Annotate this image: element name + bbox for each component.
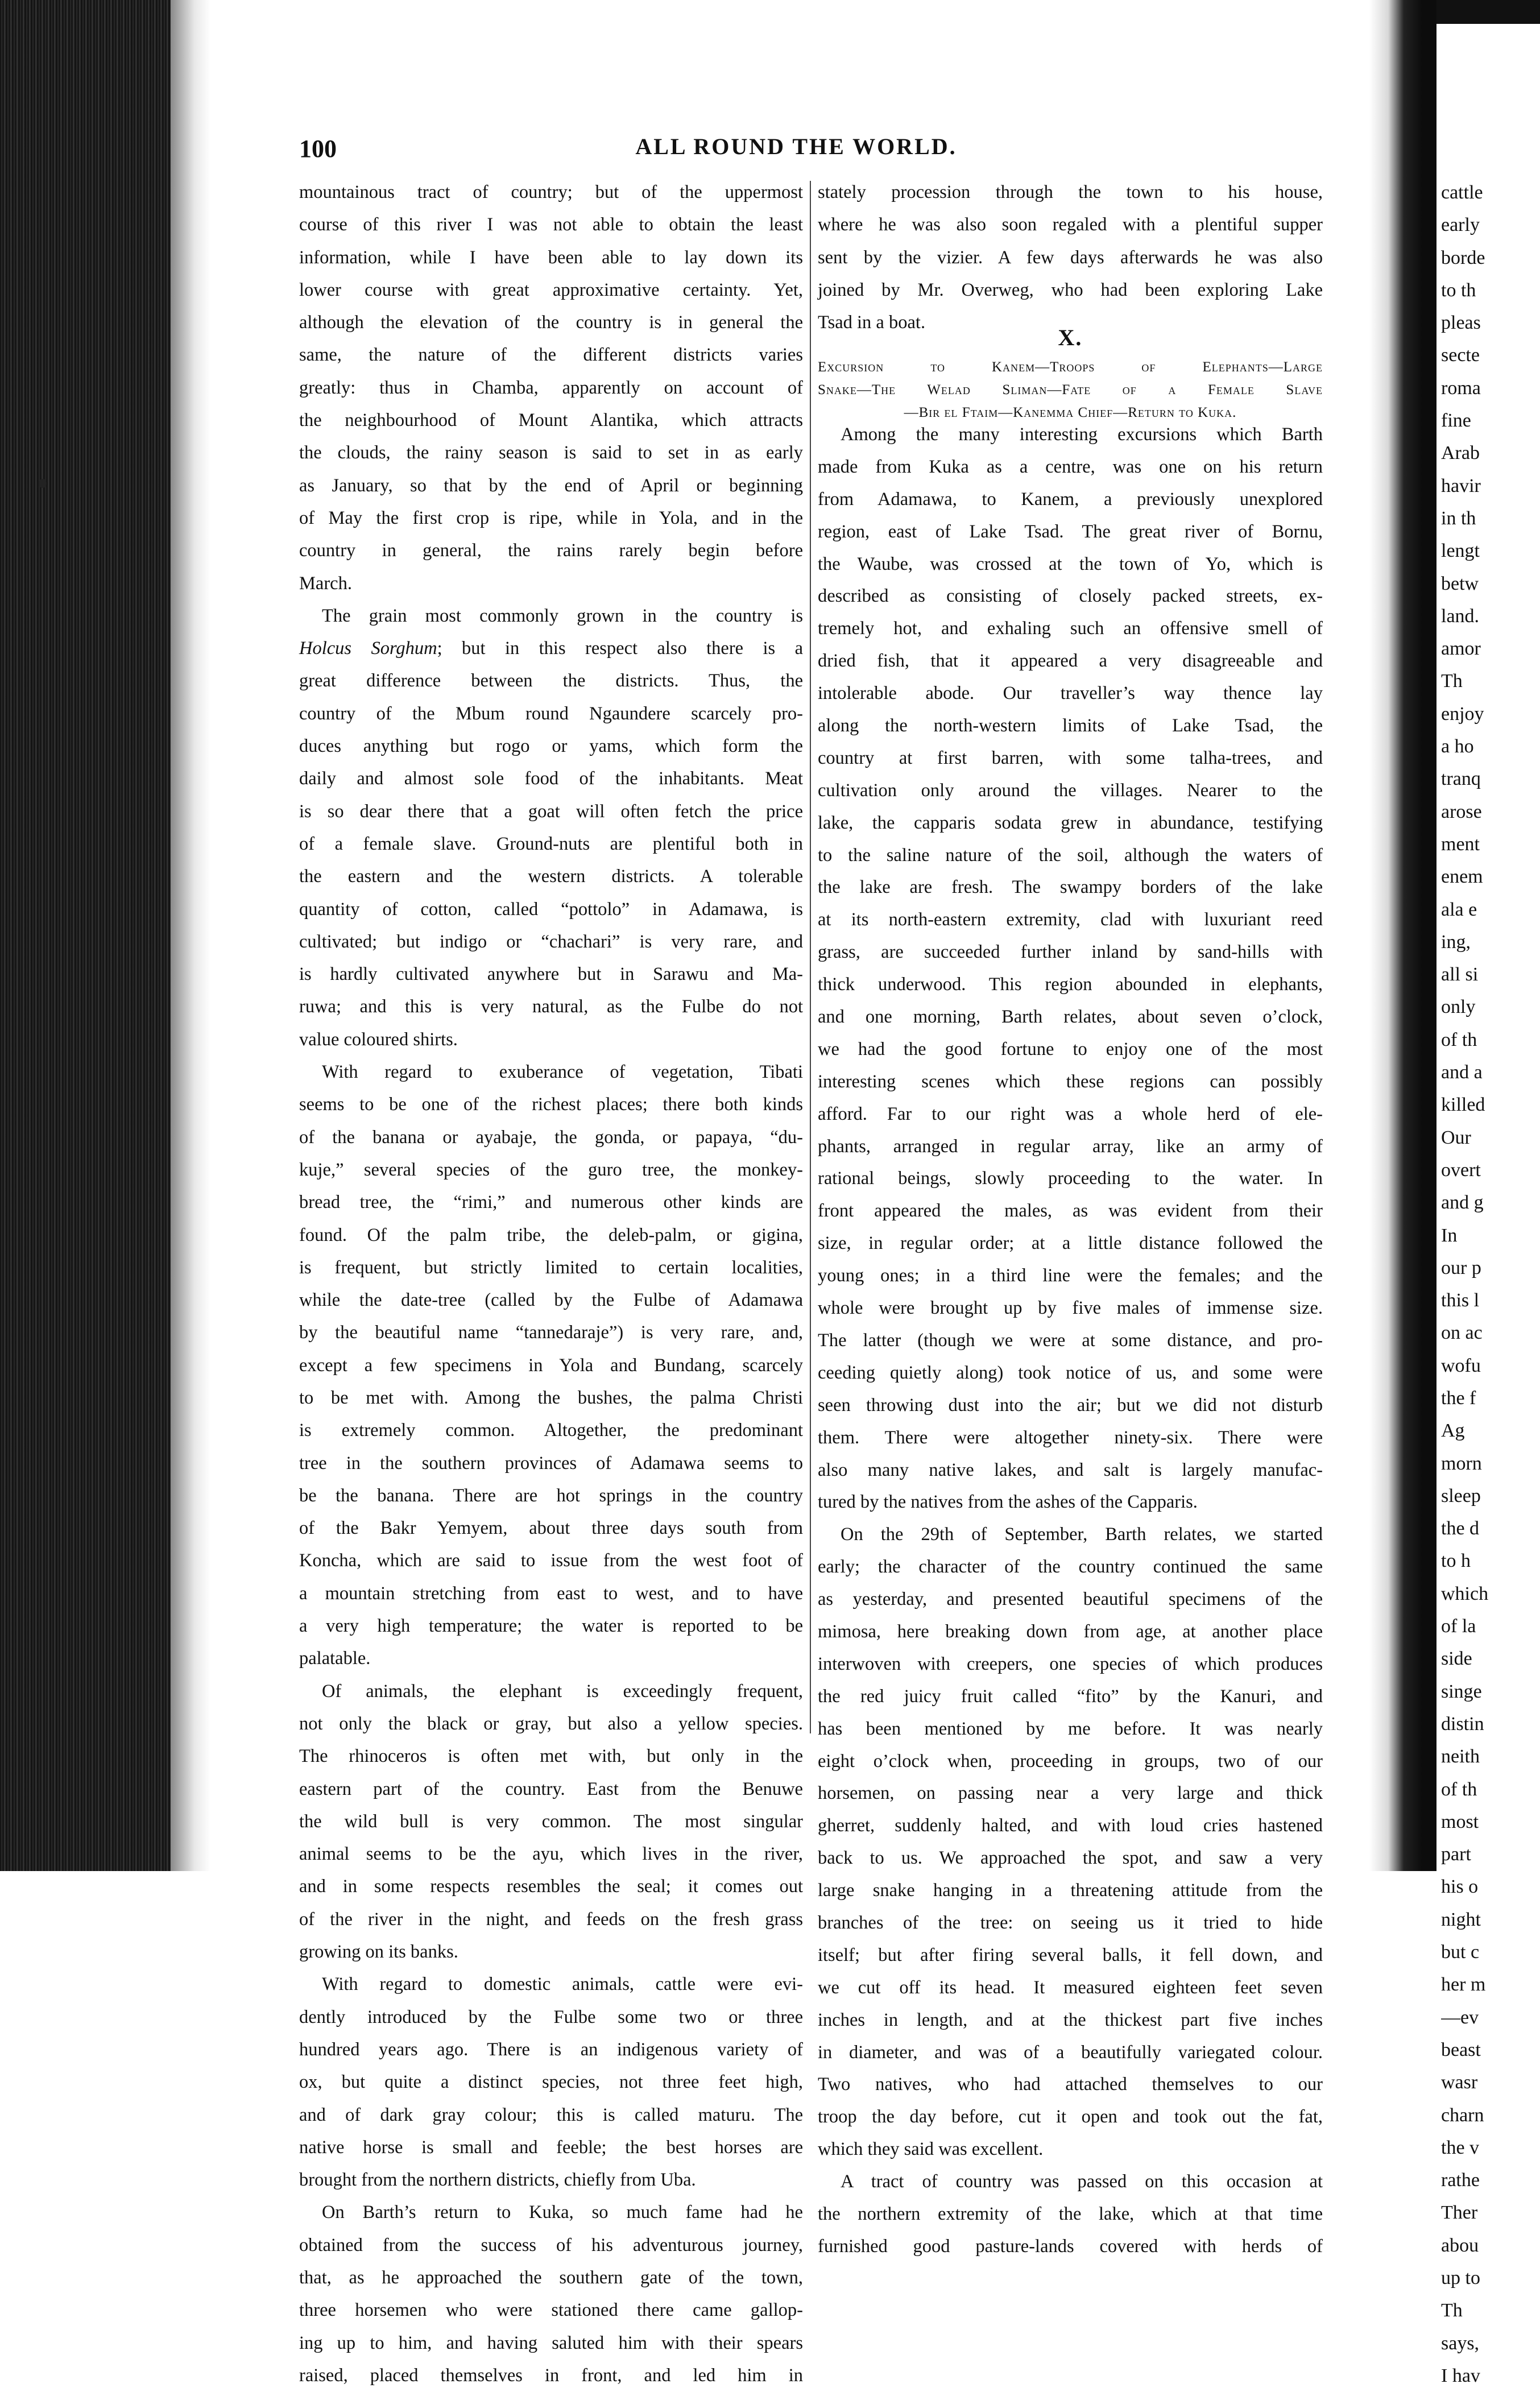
facing-page-fragment: night: [1441, 1909, 1481, 1930]
text-line: stately procession through the town to his house,: [818, 182, 1323, 202]
facing-page-fragment: I hav: [1441, 2365, 1480, 2386]
text-line: except a few specimens in Yola and Bundang, scarcely: [299, 1355, 803, 1376]
text-line: early; the character of the country continued the same: [818, 1557, 1323, 1578]
facing-page-fragment: early: [1441, 214, 1480, 236]
text-line: troop the day before, cut it open and took out the fat,: [818, 2107, 1323, 2128]
text-line: cultivated; but indigo or “chachari” is very rare, and: [299, 931, 803, 952]
text-line: With regard to domestic animals, cattle were evi-: [322, 1974, 803, 1995]
text-line: branches of the tree: on seeing us it tried to hide: [818, 1912, 1323, 1933]
text-line: region, east of Lake Tsad. The great river of Bornu,: [818, 521, 1323, 542]
section-heading-line: —Bir el Ftaim—Kanemma Chief—Return to Kuka.: [904, 405, 1237, 420]
left-column: [299, 176, 803, 2392]
text-line: of the Bakr Yemyem, about three days south from: [299, 1518, 803, 1539]
facing-page-fragment: tranq: [1441, 768, 1481, 790]
section-heading-line: Snake—The Welad Sliman—Fate of a Female Slave: [818, 382, 1323, 398]
facing-page-fragment: on ac: [1441, 1322, 1483, 1344]
text-line: ruwa; and this is very natural, as the Fulbe do not: [299, 996, 803, 1017]
facing-page-fragment: all si: [1441, 964, 1479, 986]
text-line: kuje,” several species of the guro tree, the monkey-: [299, 1159, 803, 1180]
text-line: while the date-tree (called by the Fulbe of Adamawa: [299, 1290, 803, 1311]
facing-page-fragment: of th: [1441, 1029, 1477, 1050]
text-line: rational beings, slowly proceeding to the water. In: [818, 1168, 1323, 1189]
facing-page-fragment: most: [1441, 1811, 1479, 1832]
text-line: back to us. We approached the spot, and saw a very: [818, 1848, 1323, 1869]
facing-page-fragment: abou: [1441, 2234, 1479, 2256]
text-line: although the elevation of the country is in general the: [299, 312, 803, 333]
facing-page-fragment: ing,: [1441, 931, 1471, 953]
facing-page-fragment: betw: [1441, 573, 1479, 594]
facing-page-fragment: borde: [1441, 247, 1485, 268]
facing-page-fragment: Th: [1441, 2300, 1463, 2321]
text-line: and one morning, Barth relates, about seven o’clock,: [818, 1007, 1323, 1028]
page-number: 100: [299, 135, 337, 163]
text-line: obtained from the success of his adventurous journey,: [299, 2234, 803, 2256]
facing-page-fragment: neith: [1441, 1746, 1480, 1768]
text-line: On Barth’s return to Kuka, so much fame had he: [322, 2202, 803, 2223]
text-line: greatly: thus in Chamba, apparently on account of: [299, 377, 803, 398]
text-line: horsemen, on passing near a very large and thick: [818, 1783, 1323, 1804]
text-line: eight o’clock when, proceeding in groups, two of our: [818, 1750, 1323, 1772]
text-line: Holcus Sorghum; but in this respect also there is a: [299, 638, 803, 659]
text-line: seems to be one of the richest places; there both kinds: [299, 1094, 803, 1115]
facing-page-fragment: Arab: [1441, 442, 1480, 464]
text-line: to be met with. Among the bushes, the palma Christi: [299, 1387, 803, 1408]
text-line: ing up to him, and having saluted him with their spears: [299, 2332, 803, 2353]
facing-page-fragment: killed: [1441, 1094, 1485, 1116]
text-line: hundred years ago. There is an indigenous variety of: [299, 2039, 803, 2060]
text-line: them. There were altogether ninety-six. There were: [818, 1427, 1323, 1448]
text-line: of the banana or ayabaje, the gonda, or papaya, “du-: [299, 1127, 803, 1148]
text-line: is frequent, but strictly limited to certain localities,: [299, 1257, 803, 1278]
text-line: found. Of the palm tribe, the deleb-palm, or gigina,: [299, 1224, 803, 1245]
facing-page-fragment: pleas: [1441, 312, 1481, 334]
section-heading: [818, 356, 1323, 424]
text-line: the neighbourhood of Mount Alantika, which attracts: [299, 410, 803, 431]
facing-page-fragment: lengt: [1441, 540, 1480, 562]
text-line: is extremely common. Altogether, the predominant: [299, 1420, 803, 1441]
text-line: ox, but quite a distinct species, not three feet high,: [299, 2072, 803, 2093]
facing-page-fragments: [1441, 176, 1540, 2392]
text-line: mimosa, here breaking down from age, at another place: [818, 1621, 1323, 1642]
text-line: Tsad in a boat.: [818, 312, 926, 333]
text-line: tremely hot, and exhaling such an offensive smell of: [818, 618, 1323, 639]
text-line: as yesterday, and presented beautiful specimens of the: [818, 1589, 1323, 1610]
text-line: duces anything but rogo or yams, which form the: [299, 736, 803, 757]
text-line: animal seems to be the ayu, which lives in the river,: [299, 1844, 803, 1865]
text-line: where he was also soon regaled with a plentiful supper: [818, 214, 1323, 235]
text-line: raised, placed themselves in front, and led him in: [299, 2365, 803, 2386]
text-line: gherret, suddenly halted, and with loud cries hastened: [818, 1815, 1323, 1836]
facing-page-fragment: In: [1441, 1224, 1458, 1246]
text-line: the eastern and the western districts. A tolerable: [299, 866, 803, 887]
text-line: in diameter, and was of a beautifully variegated colour.: [818, 2042, 1323, 2063]
text-line: young ones; in a third line were the females; and the: [818, 1265, 1323, 1286]
text-line: not only the black or gray, but also a yellow species.: [299, 1713, 803, 1734]
text-line: has been mentioned by me before. It was nearly: [818, 1718, 1323, 1739]
text-line: information, while I have been able to lay down its: [299, 247, 803, 268]
section-number: X.: [1058, 325, 1083, 350]
text-line: With regard to exuberance of vegetation, Tibati: [322, 1062, 803, 1083]
facing-page-fragment: but c: [1441, 1942, 1480, 1963]
facing-page-fragment: the v: [1441, 2137, 1480, 2158]
text-line: value coloured shirts.: [299, 1029, 458, 1050]
text-line: of May the first crop is ripe, while in Yola, and in the: [299, 507, 803, 528]
text-line: growing on its banks.: [299, 1942, 458, 1963]
text-line: and in some respects resembles the seal; it comes out: [299, 1876, 803, 1897]
text-line: size, in regular order; at a little distance followed the: [818, 1233, 1323, 1254]
facing-page-fragment: wasr: [1441, 2072, 1478, 2093]
book-spine-edge: [0, 0, 171, 1871]
text-line: bread tree, the “rimi,” and numerous other kinds are: [299, 1192, 803, 1213]
text-line: seen throwing dust into the air; but we did not disturb: [818, 1394, 1323, 1416]
text-line: by the beautiful name “tannedaraje”) is very rare, and,: [299, 1322, 803, 1343]
text-line: also many native lakes, and salt is largely manufac-: [818, 1459, 1323, 1480]
text-line: described as consisting of closely packed streets, ex-: [818, 586, 1323, 607]
facing-page-fragment: beast: [1441, 2039, 1481, 2060]
text-line: the red juicy fruit called “fito” by the Kanuri, and: [818, 1686, 1323, 1707]
facing-page-fragment: enjoy: [1441, 703, 1484, 725]
facing-page-fragment: Ther: [1441, 2202, 1478, 2224]
scan-speck: [39, 479, 47, 488]
column-rule: [810, 181, 811, 1733]
text-line: country of the Mbum round Ngaundere scarcely pro-: [299, 703, 803, 724]
facing-page-fragment: of la: [1441, 1616, 1476, 1637]
text-line: whole were brought up by five males of immense size.: [818, 1298, 1323, 1319]
text-line: of a female slave. Ground-nuts are plentiful both in: [299, 833, 803, 854]
running-head: ALL ROUND THE WORLD.: [635, 134, 957, 159]
text-line: as January, so that by the end of April or beginning: [299, 475, 803, 496]
facing-page-fragment: the f: [1441, 1387, 1476, 1409]
facing-page-fragment: morn: [1441, 1452, 1482, 1474]
text-line: dried fish, that it appeared a very disagreeable and: [818, 651, 1323, 672]
text-line: country in general, the rains rarely begin before: [299, 540, 803, 561]
text-line: joined by Mr. Overweg, who had been exploring Lake: [818, 279, 1323, 300]
text-line: a very high temperature; the water is reported to be: [299, 1616, 803, 1637]
text-line: to the saline nature of the soil, although the waters of: [818, 845, 1323, 866]
facing-page-fragment: side: [1441, 1648, 1472, 1670]
facing-page-fragment: up to: [1441, 2267, 1480, 2288]
text-line: thick underwood. This region abounded in elephants,: [818, 974, 1323, 995]
page-shadow: [171, 0, 210, 1871]
facing-page-fragment: our p: [1441, 1257, 1481, 1278]
text-line: A tract of country was passed on this occasion at: [841, 2171, 1323, 2192]
text-line: great difference between the districts. Thus, the: [299, 671, 803, 692]
text-line: Koncha, which are said to issue from the west foot of: [299, 1550, 803, 1571]
text-line: The latter (though we were at some distance, and pro-: [818, 1330, 1323, 1351]
text-line: The grain most commonly grown in the country is: [322, 605, 803, 626]
text-line: brought from the northern districts, chiefly from Uba.: [299, 2170, 696, 2191]
facing-page-fragment: only: [1441, 996, 1476, 1018]
facing-page-fragment: amor: [1441, 638, 1481, 660]
text-line: at its north-eastern extremity, clad with luxuriant reed: [818, 909, 1323, 930]
facing-page-fragment: sleep: [1441, 1485, 1481, 1507]
text-line: the lake are fresh. The swampy borders of the lake: [818, 877, 1323, 898]
text-line: cultivation only around the villages. Nearer to the: [818, 780, 1323, 801]
facing-page-fragment: wofu: [1441, 1355, 1481, 1376]
text-line: eastern part of the country. East from the Benuwe: [299, 1778, 803, 1799]
text-line: interesting scenes which these regions can possibly: [818, 1071, 1323, 1092]
text-line: the Waube, was crossed at the town of Yo, which is: [818, 553, 1323, 574]
text-line: the wild bull is very common. The most singular: [299, 1811, 803, 1832]
facing-page-fragment: cattle: [1441, 182, 1483, 203]
text-line: tured by the natives from the ashes of the Capparis.: [818, 1492, 1198, 1513]
text-line: same, the nature of the different districts varies: [299, 345, 803, 366]
text-line: large snake hanging in a threatening attitude from the: [818, 1880, 1323, 1901]
facing-page-fragment: says,: [1441, 2332, 1480, 2354]
facing-page-fragment: part: [1441, 1844, 1471, 1865]
text-line: Among the many interesting excursions which Barth: [841, 424, 1323, 445]
facing-page-fragment: distin: [1441, 1713, 1484, 1735]
text-line: dently introduced by the Fulbe some two or three: [299, 2006, 803, 2027]
facing-page-fragment: her m: [1441, 1974, 1486, 1996]
text-line: lower course with great approximative certainty. Yet,: [299, 279, 803, 300]
text-line: tree in the southern provinces of Adamawa seems to: [299, 1452, 803, 1474]
text-line: we cut off its head. It measured eighteen feet seven: [818, 1977, 1323, 1998]
text-line: along the north-western limits of Lake Tsad, the: [818, 715, 1323, 736]
facing-page-fragment: in th: [1441, 507, 1476, 529]
right-column: [818, 419, 1323, 2263]
text-line: ceeding quietly along) took notice of us, and some were: [818, 1362, 1323, 1383]
text-line: is so dear there that a goat will often fetch the price: [299, 801, 803, 822]
facing-page-fragment: charn: [1441, 2104, 1484, 2126]
text-line: On the 29th of September, Barth relates, we started: [841, 1524, 1323, 1545]
facing-page-fragment: —ev: [1441, 2006, 1479, 2028]
text-line: palatable.: [299, 1648, 371, 1669]
facing-page-fragment: his o: [1441, 1876, 1479, 1898]
facing-page-fragment: a ho: [1441, 736, 1474, 758]
text-line: intolerable abode. Our traveller’s way thence lay: [818, 683, 1323, 704]
text-line: be the banana. There are hot springs in the country: [299, 1485, 803, 1506]
text-line: country at first barren, with some talha-trees, and: [818, 747, 1323, 768]
text-line: Two natives, who had attached themselves to our: [818, 2074, 1323, 2095]
text-line: grass, are succeeded further inland by sand-hills with: [818, 942, 1323, 963]
facing-page-fragment: singe: [1441, 1681, 1482, 1702]
text-line: phants, arranged in regular array, like an army of: [818, 1136, 1323, 1157]
text-line: that, as he approached the southern gate of the town,: [299, 2267, 803, 2288]
facing-page-fragment: roma: [1441, 377, 1481, 399]
text-line: made from Kuka as a centre, was one on his return: [818, 456, 1323, 477]
facing-page-fragment: to h: [1441, 1550, 1471, 1572]
text-line: itself; but after firing several balls, it fell down, and: [818, 1944, 1323, 1965]
text-line: sent by the vizier. A few days afterwards he was also: [818, 247, 1323, 268]
facing-page-fragment: of th: [1441, 1778, 1477, 1800]
facing-page-fragment: which: [1441, 1583, 1489, 1604]
facing-page-fragment: Our: [1441, 1127, 1471, 1148]
text-line: quantity of cotton, called “pottolo” in Adamawa, is: [299, 899, 803, 920]
section-heading-line: Excursion to Kanem—Troops of Elephants—Large: [818, 359, 1323, 375]
facing-page-fragment: Ag: [1441, 1420, 1465, 1442]
text-line: lake, the capparis sodata grew in abundance, testifying: [818, 812, 1323, 833]
facing-page-fragment: this l: [1441, 1290, 1480, 1311]
facing-page-fragment: fine: [1441, 410, 1471, 432]
text-line: course of this river I was not able to obtain the least: [299, 214, 803, 235]
facing-page-fragment: to th: [1441, 279, 1476, 301]
text-line: furnished good pasture-lands covered with herds of: [818, 2236, 1323, 2257]
facing-page-fragment: arose: [1441, 801, 1482, 822]
text-line: inches in length, and at the thickest part five inches: [818, 2009, 1323, 2030]
text-line: interwoven with creepers, one species of which produces: [818, 1653, 1323, 1674]
facing-page-fragment: enem: [1441, 866, 1483, 888]
text-line: native horse is small and feeble; the best horses are: [299, 2137, 803, 2158]
text-line: front appeared the males, as was evident from their: [818, 1201, 1323, 1222]
facing-page-fragment: overt: [1441, 1159, 1481, 1181]
facing-page-fragment: Th: [1441, 671, 1463, 692]
text-line: from Adamawa, to Kanem, a previously unexplored: [818, 489, 1323, 510]
text-line: March.: [299, 573, 352, 594]
text-line: we had the good fortune to enjoy one of the most: [818, 1038, 1323, 1060]
facing-page-fragment: ment: [1441, 833, 1480, 855]
text-line: is hardly cultivated anywhere but in Sarawu and Ma-: [299, 964, 803, 985]
text-line: mountainous tract of country; but of the uppermost: [299, 182, 803, 202]
facing-page-fragment: and g: [1441, 1192, 1484, 1214]
text-line: the clouds, the rainy season is said to set in as early: [299, 442, 803, 463]
text-line: of the river in the night, and feeds on the fresh grass: [299, 1909, 803, 1930]
text-line: three horsemen who were stationed there came gallop-: [299, 2300, 803, 2321]
facing-page-fragment: havir: [1441, 475, 1481, 496]
facing-page-fragment: and a: [1441, 1062, 1483, 1083]
text-line: and of dark gray colour; this is called maturu. The: [299, 2104, 803, 2125]
text-line: afford. Far to our right was a whole herd of ele-: [818, 1103, 1323, 1124]
text-line: daily and almost sole food of the inhabitants. Meat: [299, 768, 803, 789]
facing-page-fragment: ala e: [1441, 899, 1477, 920]
facing-page-fragment: the d: [1441, 1518, 1480, 1540]
text-line: The rhinoceros is often met with, but only in the: [299, 1746, 803, 1767]
facing-page-fragment: land.: [1441, 605, 1480, 627]
text-line: the northern extremity of the lake, which at that time: [818, 2203, 1323, 2224]
text-line: Of animals, the elephant is exceedingly frequent,: [322, 1681, 803, 1702]
text-line: which they said was excellent.: [818, 2139, 1044, 2160]
right-column-top: [818, 176, 1323, 339]
facing-page-fragment: secte: [1441, 345, 1480, 366]
text-line: a mountain stretching from east to west, and to have: [299, 1583, 803, 1604]
facing-page-fragment: rathe: [1441, 2170, 1480, 2191]
